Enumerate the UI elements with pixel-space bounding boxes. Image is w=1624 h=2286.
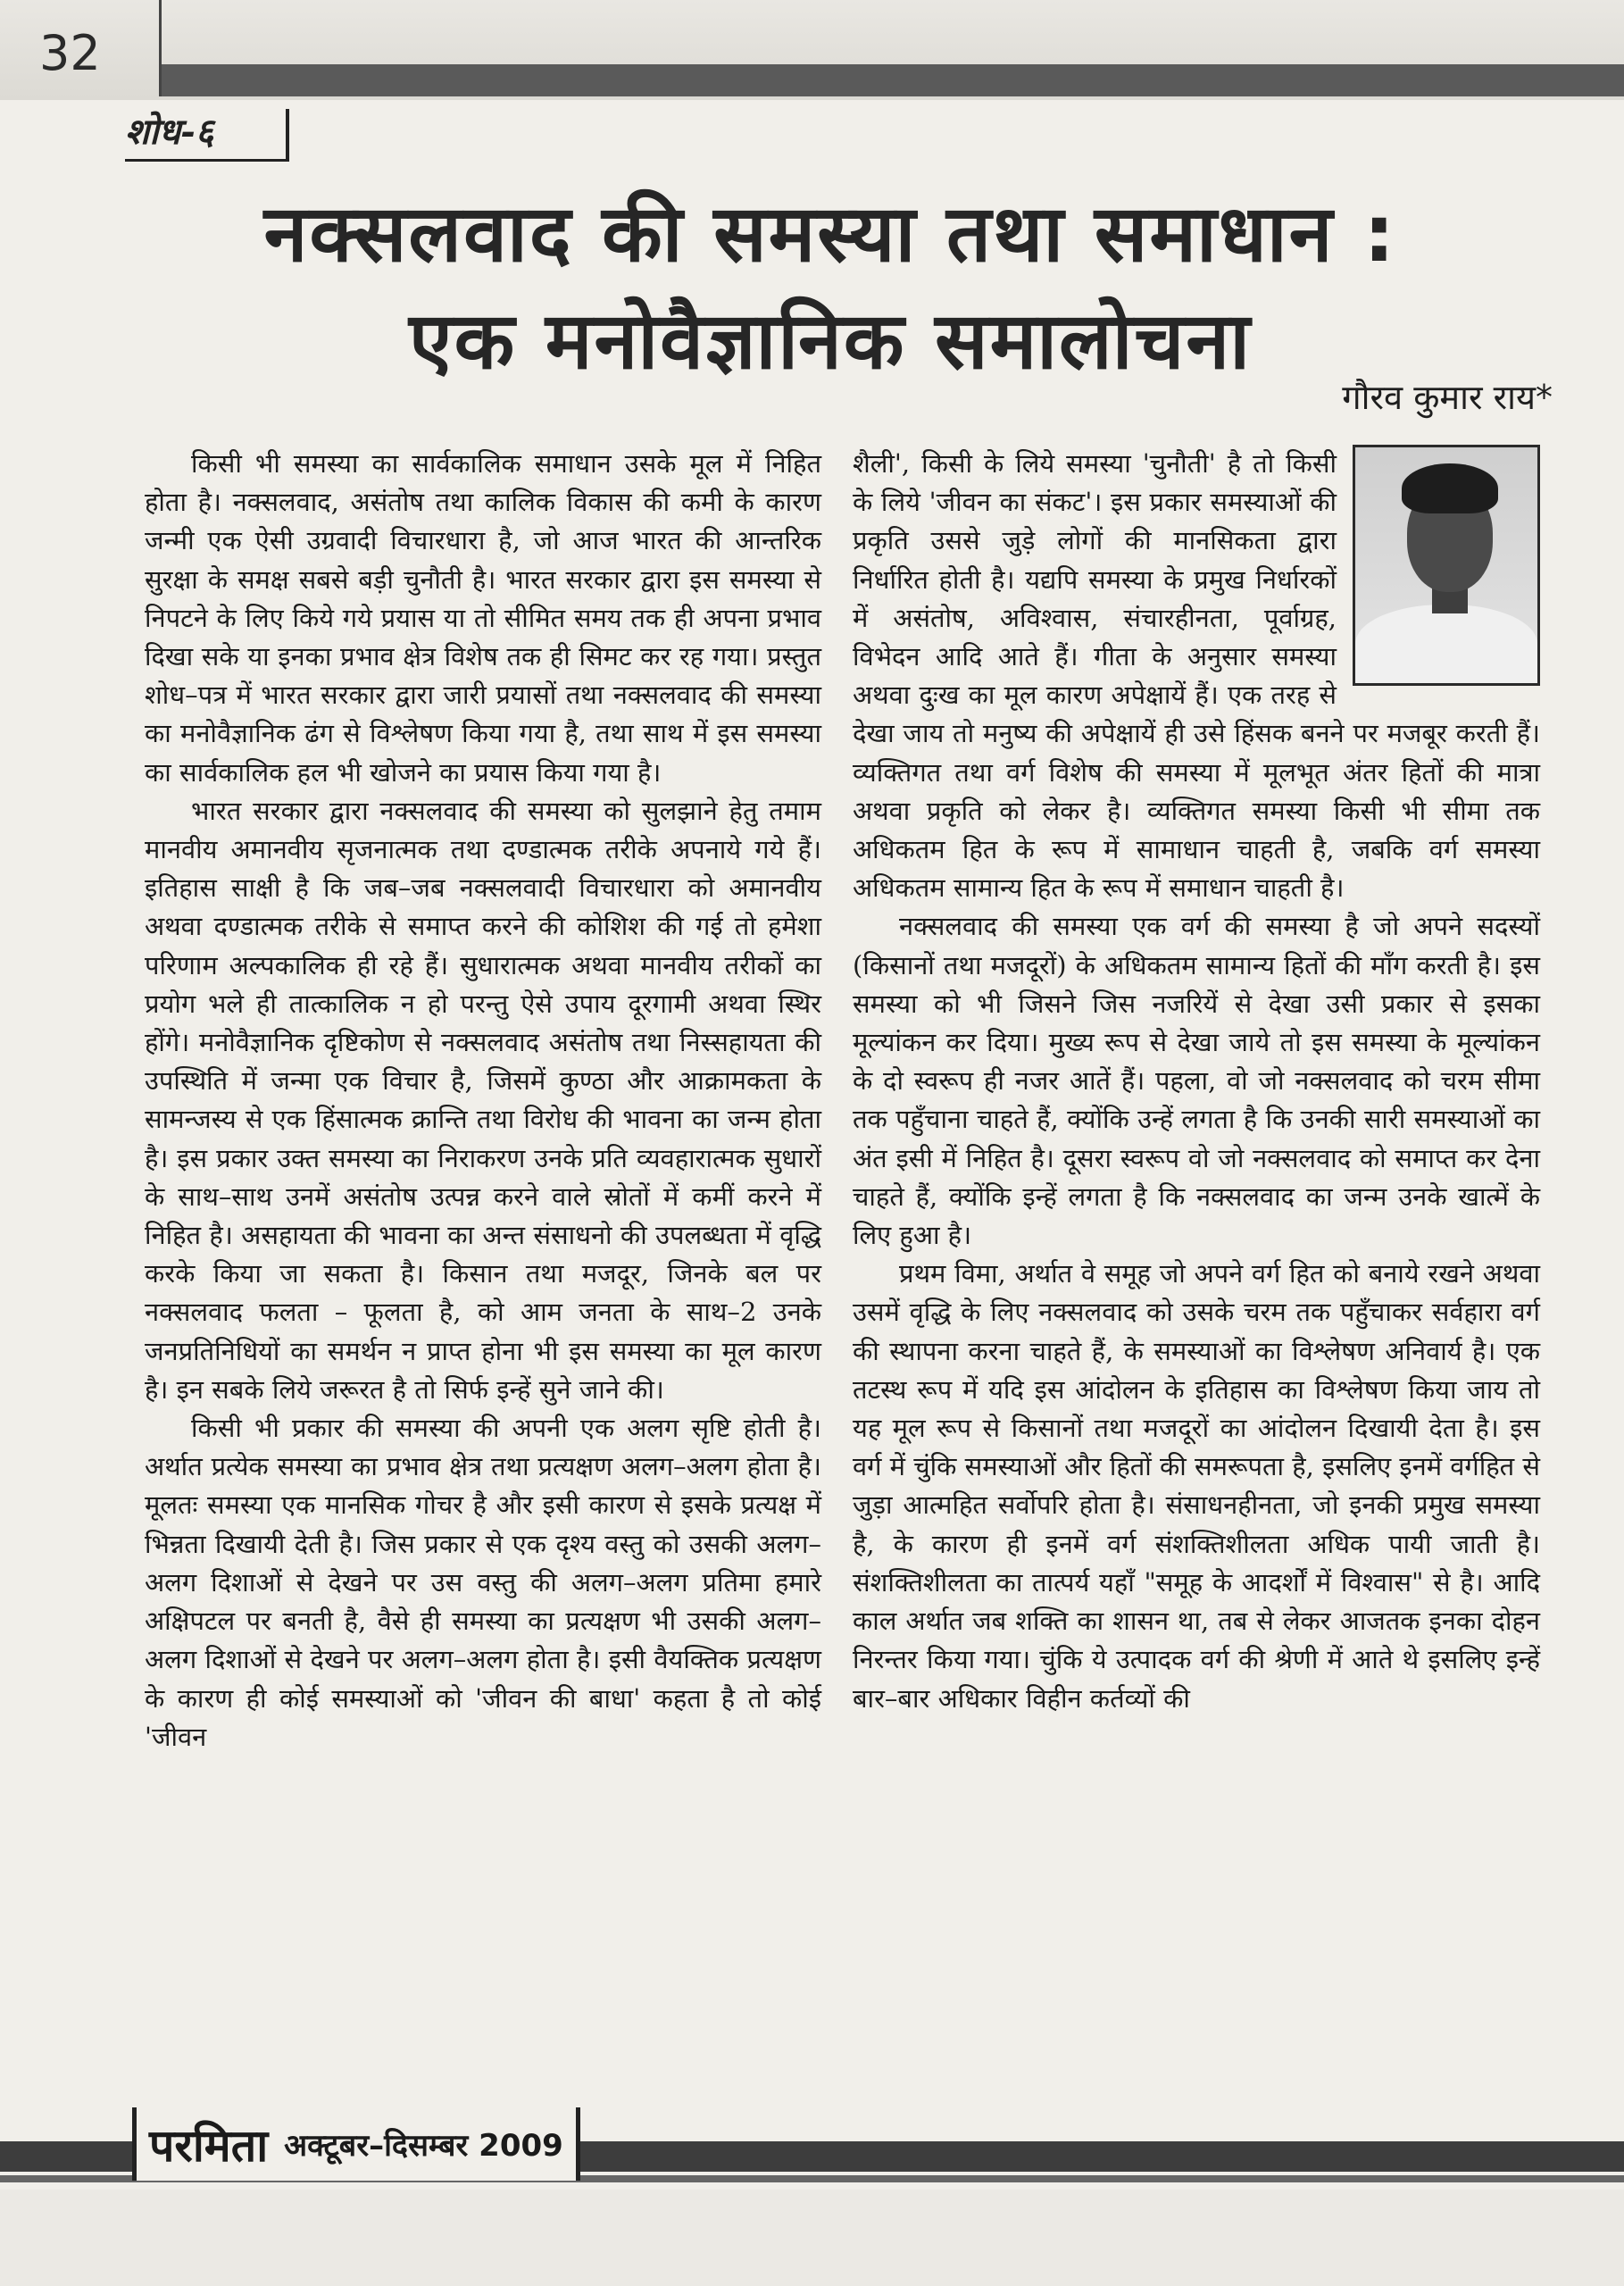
article-title-line-2: एक मनोवैज्ञानिक समालोचना (409, 295, 1252, 387)
paragraph: शैली', किसी के लिये समस्या 'चुनौती' है तो किसी के लिये 'जीवन का संकट'। इस प्रकार समस्याओं की प्रकृति उससे जुड़े लोगों की मानसिकता द्वारा निर्धारित होती है। यद्यपि समस्या के प्रमुख निर्धारकों में असंतोष, अविश्वास, संचारहीनता, पूर्वाग्रह, विभेदन आदि आते हैं। गीता के अनुसार समस्या अथवा दुःख का मूल कारण अपेक्षायें हैं। एक तरह से देखा जाय तो मनुष्य की अपेक्षायें ही उसे हिंसक बनने पर मजबूर करती हैं। व्यक्तिगत तथा वर्ग विशेष की समस्या में मूलभूत अंतर हितों की मात्रा अथवा प्रकृति को लेकर है। व्यक्तिगत समस्या किसी भी सीमा तक अधिकतम हित के रूप में सामाधान चाहती है, जबकि वर्ग समस्या अधिकतम सामान्य हित के रूप में समाधान चाहती है। (853, 448, 1540, 904)
paragraph: नक्सलवाद की समस्या एक वर्ग की समस्या है जो अपने सदस्यों (किसानों तथा मजदूरों) के अधिकतम सामान्य हितों की माँग करती है। इस समस्या को भी जिसने जिस नजरियें से देखा उसी प्रकार से इसका मूल्यांकन कर दिया। मुख्य रूप से देखा जाये तो इस समस्या के मूल्यांकन के दो स्वरूप ही नजर आतें हैं। पहला, वो जो नक्सलवाद को चरम सीमा तक पहुँचाना चाहते हैं, क्योंकि उन्हें लगता है कि उनकी सारी समस्याओं का अंत इसी में निहित है। दूसरा स्वरूप वो जो नक्सलवाद को समाप्त कर देना चाहते हैं, क्योंकि इन्हें लगता है कि नक्सलवाद का जन्म उनके खात्में के लिए हुआ है। (853, 911, 1540, 1251)
author-photo (1353, 445, 1540, 686)
paragraph: भारत सरकार द्वारा नक्सलवाद की समस्या को सुलझाने हेतु तमाम मानवीय अमानवीय सृजनात्मक तथा दण्डात्मक तरीके अपनाये गये हैं। इतिहास साक्षी है कि जब–जब नक्सलवादी विचारधारा को अमानवीय अथवा दण्डात्मक तरीके से समाप्त करने की कोशिश की गई तो हमेशा परिणाम अल्पकालिक ही रहे हैं। सुधारात्मक अथवा मानवीय तरीकों का प्रयोग भले ही तात्कालिक न हो परन्तु ऐसे उपाय दूरगामी अथवा स्थिर होंगे। मनोवैज्ञानिक दृष्टिकोण से नक्सलवाद असंतोष तथा निस्सहायता की उपस्थिति में जन्मा एक विचार है, जिसमें कुण्ठा और आक्रामकता के सामन्जस्य से एक हिंसात्मक क्रान्ति तथा विरोध की भावना का जन्म होता है। इस प्रकार उक्त समस्या का निराकरण उनके प्रति व्यवहारात्मक सुधारों के साथ–साथ उनमें असंतोष उत्पन्न करने वाले स्रोतों में कमीं करने में निहित है। असहायता की भावना का अन्त संसाधनो की उपलब्धता में वृद्धि करके किया जा सकता है। किसान तथा मजदूर, जिनके बल पर नक्सलवाद फलता – फूलता है, को आम जनता के साथ–2 उनके जनप्रतिनिधियों का समर्थन न प्राप्त होना भी इस समस्या का मूल कारण है। इन सबके लिये जरूरत है तो सिर्फ इन्हें सुने जाने की। (145, 795, 821, 1405)
section-tag: शोध-६ (125, 111, 214, 153)
right-column (853, 445, 1540, 1718)
bottom-margin (0, 2190, 1624, 2286)
paragraph: प्रथम विमा, अर्थात वे समूह जो अपने वर्ग हित को बनाये रखने अथवा उसमें वृद्धि के लिए नक्सलवाद को उसके चरम तक पहुँचाकर सर्वहारा वर्ग की स्थापना करना चाहते हैं, के समस्याओं का विश्लेषण अनिवार्य है। एक तटस्थ रूप में यदि इस आंदोलन के इतिहास का विश्लेषण किया जाय तो यह मूल रूप से किसानों तथा मजदूरों का आंदोलन दिखायी देता है। इस वर्ग में चुंकि समस्याओं और हितों की समरूपता है, इसलिए इनमें वर्गहित से जुड़ा आत्महित सर्वोपरि होता है। संसाधनहीनता, जो इनकी प्रमुख समस्या है, के कारण ही इनमें वर्ग संशक्तिशीलता अधिक पायी जाती है। संशक्तिशीलता का तात्पर्य यहाँ "समूह के आदर्शों में विश्वास" से है। आदि काल अर्थात जब शक्ति का शासन था, तब से लेकर आजतक इनका दोहन निरन्तर किया गया। चुंकि ये उत्पादक वर्ग की श्रेणी में आते थे इसलिए इन्हें बार–बार अधिकार विहीन कर्तव्यों की (853, 1258, 1540, 1714)
paragraph: किसी भी प्रकार की समस्या की अपनी एक अलग सृष्टि होती है। अर्थात प्रत्येक समस्या का प्रभाव क्षेत्र तथा प्रत्यक्षण अलग–अलग होता है। मूलतः समस्या एक मानसिक गोचर है और इसी कारण से इसके प्रत्यक्ष में भिन्नता दिखायी देती है। जिस प्रकार से एक दृश्य वस्तु को उसकी अलग–अलग दिशाओं से देखने पर उस वस्तु की अलग–अलग प्रतिमा हमारे अक्षिपटल पर बनती है, वैसे ही समस्या का प्रत्यक्षण भी उसकी अलग–अलग दिशाओं से देखने पर अलग–अलग होता है। इसी वैयक्तिक प्रत्यक्षण के कारण ही कोई समस्याओं को 'जीवन की बाधा' कहता है तो कोई 'जीवन (145, 1413, 821, 1752)
header-stripe (162, 64, 1624, 96)
page-number: 32 (39, 25, 101, 81)
author-name: गौरव कुमार राय* (1342, 378, 1553, 417)
paragraph: किसी भी समस्या का सार्वकालिक समाधान उसके मूल में निहित होता है। नक्सलवाद, असंतोष तथा कालिक विकास की कमी के कारण जन्मी एक ऐसी उग्रवादी विचारधारा है, जो आज भारत की आन्तरिक सुरक्षा के समक्ष सबसे बड़ी चुनौती है। भारत सरकार द्वारा इस समस्या से निपटने के लिए किये गये प्रयास या तो सीमित समय तक ही अपना प्रभाव दिखा सके या इनका प्रभाव क्षेत्र विशेष तक ही सिमट कर रह गया। प्रस्तुत शोध–पत्र में भारत सरकार द्वारा जारी प्रयासों तथा नक्सलवाद की समस्या का मनोवैज्ञानिक ढंग से विश्लेषण किया गया है, तथा साथ में इस समस्या का सार्वकालिक हल भी खोजने का प्रयास किया गया है। (145, 448, 821, 788)
article-title-line-1: नक्सलवाद की समस्या तथा समाधान : (263, 188, 1397, 279)
footer-masthead (132, 2107, 580, 2181)
section-tag-underline (125, 159, 289, 162)
magazine-name: परमिता (149, 2120, 269, 2172)
left-column (145, 445, 821, 1756)
issue-date: अक्टूबर–दिसम्बर 2009 (284, 2128, 563, 2164)
section-tag-rule (286, 109, 289, 161)
